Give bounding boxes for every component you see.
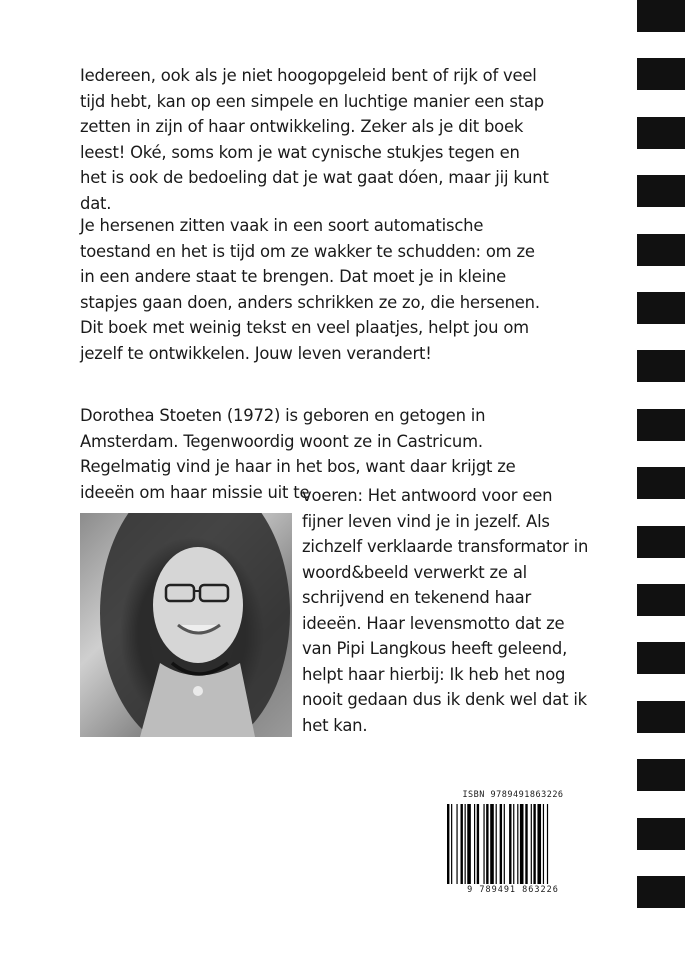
barcode-bar <box>490 804 494 884</box>
side-stripes <box>637 0 685 960</box>
stripe-block <box>637 58 685 90</box>
stripe-block <box>637 409 685 441</box>
author-photo <box>80 513 292 737</box>
bio-text-part2: voeren: Het antwoord voor een fijner leven vind je in jezelf. Als zichzelf verklaarde transformator in woord&beeld verwerkt ze al schrijvend en tekenend haar ideeën. Haar levensmotto dat ze van Pipi Langkous heeft geleend, helpt haar hierbij: Ik heb het nog nooit gedaan dus ik denk wel dat ik het kan. <box>302 486 589 735</box>
stripe-block <box>637 292 685 324</box>
stripe-block <box>637 175 685 207</box>
barcode-bar <box>537 804 541 884</box>
stripe-block <box>637 0 685 32</box>
stripe-block <box>637 642 685 674</box>
barcode-bar <box>447 804 449 884</box>
stripe-block <box>637 526 685 558</box>
stripe-block <box>637 467 685 499</box>
barcode-bar <box>467 804 471 884</box>
stripe-block <box>637 234 685 266</box>
barcode-bar <box>474 804 475 884</box>
barcode-bar <box>531 804 532 884</box>
barcode-bar <box>496 804 497 884</box>
barcode-bar <box>456 804 457 884</box>
barcode-bar <box>483 804 484 884</box>
stripe-block <box>637 584 685 616</box>
barcode-bar <box>517 804 518 884</box>
stripe-block <box>637 876 685 908</box>
stripe-block <box>637 350 685 382</box>
stripe-block <box>637 117 685 149</box>
barcode-bar <box>543 804 544 884</box>
intro-paragraph <box>80 63 550 216</box>
author-bio-continued <box>302 483 592 738</box>
stripe-block <box>637 759 685 791</box>
barcode-bar <box>461 804 463 884</box>
barcode-bar <box>525 804 527 884</box>
barcode-bar <box>504 804 505 884</box>
barcode-bar <box>465 804 466 884</box>
barcode-bar <box>477 804 479 884</box>
author-portrait-graphic <box>80 513 292 737</box>
second-paragraph <box>80 213 550 366</box>
barcode-bar <box>547 804 548 884</box>
barcode-bar <box>533 804 535 884</box>
isbn-barcode <box>443 790 583 898</box>
isbn-label: ISBN 9789491863226 <box>462 790 564 800</box>
stripe-block <box>637 818 685 850</box>
bio-text-part1: Dorothea Stoeten (1972) is geboren en getogen in Amsterdam. Tegenwoordig woont ze in Castricum. Regelmatig vind je haar in het bos, want daar krijgt ze ideeën om haar missie uit te <box>80 406 516 502</box>
barcode-bar <box>451 804 452 884</box>
second-text: Je hersenen zitten vaak in een soort automatische toestand en het is tijd om ze wakker te schudden: om ze in een andere staat te brengen. Dat moet je in kleine stapjes gaan doen, anders schrikken ze zo, die hersenen. Dit boek met weinig tekst en veel plaatjes, helpt jou om jezelf te ontwikkelen. Jouw leven verandert! <box>80 216 540 363</box>
intro-text: Iedereen, ook als je niet hoogopgeleid bent of rijk of veel tijd hebt, kan op een simpele en luchtige manier een stap zetten in zijn of haar ontwikkeling. Zeker als je dit boek leest! Oké, soms kom je wat cynische stukjes tegen en het is ook de bedoeling dat je wat gaat dóen, maar jij kunt dat. <box>80 66 549 213</box>
barcode-bar <box>509 804 511 884</box>
barcode-bar <box>513 804 514 884</box>
barcode-bars <box>447 804 579 884</box>
barcode-bar <box>500 804 502 884</box>
isbn-digits: 9 789491 863226 <box>467 885 559 895</box>
stripe-block <box>637 701 685 733</box>
barcode-bar <box>520 804 524 884</box>
barcode-bar <box>486 804 488 884</box>
